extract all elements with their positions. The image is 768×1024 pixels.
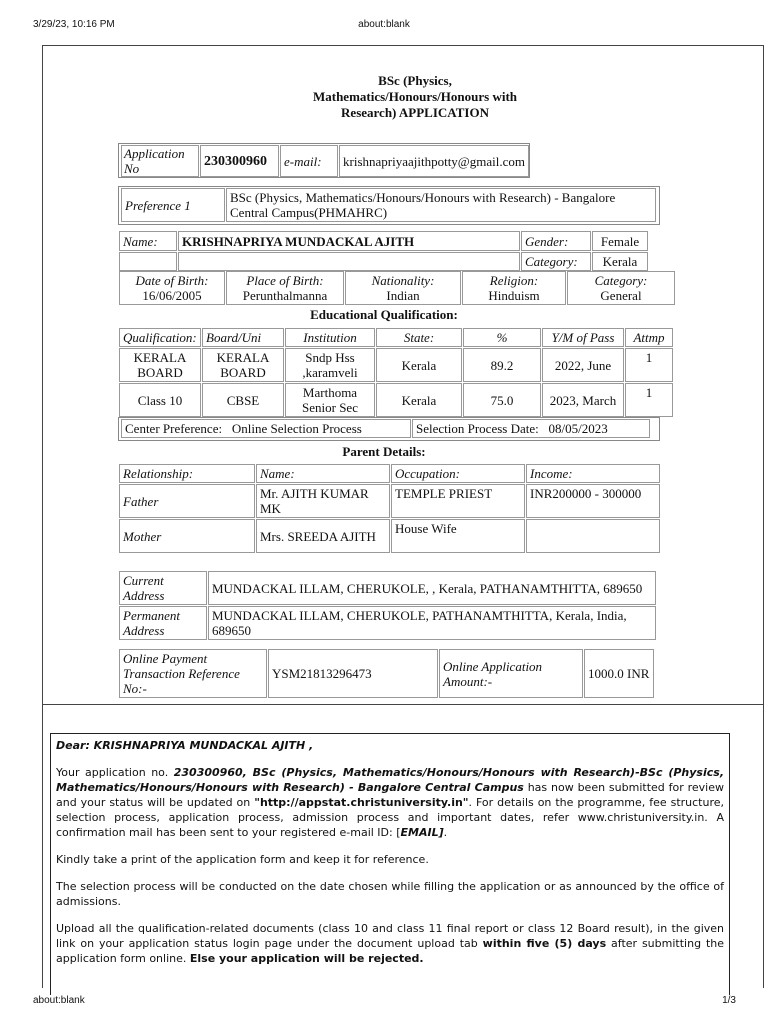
percent-cell: 75.0 xyxy=(463,383,541,417)
gender-label: Gender: xyxy=(521,231,591,251)
parent-name-cell: Mr. AJITH KUMAR MK xyxy=(256,484,390,518)
print-footer-url: about:blank xyxy=(33,995,85,1006)
board-cell: CBSE xyxy=(202,383,284,417)
letter-paragraph-3: The selection process will be conducted on the date chosen while filling the application or as announced by the office of admissions. xyxy=(56,880,724,908)
education-table xyxy=(118,327,674,418)
section-divider xyxy=(42,704,763,705)
letter-text: . xyxy=(443,826,448,839)
print-page-title: about:blank xyxy=(358,19,410,30)
permanent-address-value: MUNDACKAL ILLAM, CHERUKOLE, PATHANAMTHITTA, Kerala, India, 689650 xyxy=(208,606,656,640)
income-cell: INR200000 - 300000 xyxy=(526,484,660,518)
letter-text: after submitting the application form online. xyxy=(56,937,724,965)
parents-col-header: Name: xyxy=(256,464,390,483)
state-cell: Kerala xyxy=(376,348,462,382)
religion-cell xyxy=(462,271,566,305)
preference-table xyxy=(120,187,657,223)
education-header-row xyxy=(119,328,673,347)
personal-category-label: Category: xyxy=(594,273,648,288)
category-cell xyxy=(567,271,675,305)
parents-header-row xyxy=(119,464,660,483)
print-timestamp: 3/29/23, 10:16 PM xyxy=(33,19,115,30)
pass-cell: 2023, March xyxy=(542,383,624,417)
parents-heading: Parent Details: xyxy=(342,444,426,459)
relationship-cell: Father xyxy=(119,484,255,518)
title-line-3: Research) APPLICATION xyxy=(341,105,489,120)
dob-cell xyxy=(119,271,225,305)
nationality-label: Nationality: xyxy=(371,273,435,288)
qualification-cell: Class 10 xyxy=(119,383,201,417)
confirmation-letter xyxy=(50,733,730,995)
letter-greeting: Dear: KRISHNAPRIYA MUNDACKAL AJITH , xyxy=(56,739,314,752)
parents-col-header: Relationship: xyxy=(119,464,255,483)
application-title xyxy=(280,73,550,121)
education-col-header: Y/M of Pass xyxy=(542,328,624,347)
nationality-value: Indian xyxy=(386,288,420,303)
attempt-cell: 1 xyxy=(625,383,673,417)
gender-value: Female xyxy=(592,231,648,251)
pob-cell xyxy=(226,271,344,305)
education-col-header: Attmp xyxy=(625,328,673,347)
dob-label: Date of Birth: xyxy=(135,273,209,288)
status-link[interactable]: "http://appstat.christuniversity.in" xyxy=(254,796,469,809)
pob-value: Perunthalmanna xyxy=(242,288,328,303)
parents-col-header: Occupation: xyxy=(391,464,525,483)
letter-text: Upload all the qualification-related documents (class 10 and class 11 final report or class 12 Board result), in the given link on your application status login page under the document upload tab xyxy=(56,922,724,950)
table-row xyxy=(119,348,673,382)
attempt-cell: 1 xyxy=(625,348,673,382)
applicant-table xyxy=(118,230,649,272)
pass-cell: 2022, June xyxy=(542,348,624,382)
application-table xyxy=(120,144,530,178)
personal-table xyxy=(118,270,676,306)
letter-text: Your application no. xyxy=(56,766,174,779)
amount-value: 1000.0 INR xyxy=(584,649,654,698)
amount-label: Online Application Amount:- xyxy=(439,649,583,698)
nationality-cell xyxy=(345,271,461,305)
letter-text: . For details on the programme, fee structure, selection process, application process, admission process and important dates, refer www.christuniversity.in. A confirmation mail has been sent to your registered e-mail ID: [ xyxy=(56,796,724,839)
payment-table xyxy=(118,648,655,699)
religion-label: Religion: xyxy=(489,273,539,288)
email-placeholder: EMAIL] xyxy=(400,826,444,839)
relationship-cell: Mother xyxy=(119,519,255,553)
letter-text: has now been submitted for review and your status will be updated on xyxy=(56,781,724,809)
state-cell: Kerala xyxy=(376,383,462,417)
warning-text: Else your application will be rejected. xyxy=(189,952,424,965)
address-table xyxy=(118,570,657,641)
education-heading: Educational Qualification: xyxy=(310,307,458,322)
title-line-1: BSc (Physics, xyxy=(378,73,452,88)
education-col-header: Institution xyxy=(285,328,375,347)
category-label: Category: xyxy=(521,252,591,271)
education-col-header: % xyxy=(463,328,541,347)
print-page-count: 1/3 xyxy=(722,995,736,1006)
selection-date-label: Selection Process Date: xyxy=(416,421,539,436)
center-pref-cell xyxy=(121,419,411,438)
letter-paragraph-2: Kindly take a print of the application form and keep it for reference. xyxy=(56,853,429,866)
pob-label: Place of Birth: xyxy=(246,273,324,288)
parent-name-cell: Mrs. SREEDA AJITH xyxy=(256,519,390,553)
personal-category-value: General xyxy=(600,288,642,303)
occupation-cell: House Wife xyxy=(391,519,525,553)
center-table xyxy=(120,418,651,439)
table-row xyxy=(119,519,660,553)
table-row xyxy=(119,383,673,417)
institution-cell: Marthoma Senior Sec xyxy=(285,383,375,417)
email-value: krishnapriyaajithpotty@gmail.com xyxy=(339,145,529,177)
letter-paragraph-1 xyxy=(56,765,724,840)
program-name: 230300960, BSc (Physics, Mathematics/Honours/Honours with Research)-BSc (Physics, Mathematics/Honours/Honours with Research) - Bangalore Central Campus xyxy=(56,766,724,794)
income-cell xyxy=(526,519,660,553)
occupation-cell: TEMPLE PRIEST xyxy=(391,484,525,518)
education-col-header: Qualification: xyxy=(119,328,201,347)
category-value: Kerala xyxy=(592,252,648,271)
board-cell: KERALA BOARD xyxy=(202,348,284,382)
institution-cell: Sndp Hss ,karamveli xyxy=(285,348,375,382)
deadline-text: within five (5) days xyxy=(482,937,607,950)
selection-date-cell xyxy=(412,419,650,438)
application-no-value: 230300960 xyxy=(200,145,279,177)
preference-label: Preference 1 xyxy=(121,188,225,222)
email-label: e-mail: xyxy=(280,145,338,177)
center-pref-value: Online Selection Process xyxy=(231,421,362,436)
payment-ref-value: YSM21813296473 xyxy=(268,649,438,698)
preference-value: BSc (Physics, Mathematics/Honours/Honours with Research) - Bangalore Central Campus(PHMAHRC) xyxy=(226,188,656,222)
letter-paragraph-4 xyxy=(56,921,724,966)
name-label: Name: xyxy=(119,231,177,251)
percent-cell: 89.2 xyxy=(463,348,541,382)
religion-value: Hinduism xyxy=(488,288,540,303)
qualification-cell: KERALA BOARD xyxy=(119,348,201,382)
title-line-2: Mathematics/Honours/Honours with xyxy=(312,89,518,104)
dob-value: 16/06/2005 xyxy=(142,288,202,303)
table-row xyxy=(119,484,660,518)
education-col-header: State: xyxy=(376,328,462,347)
parents-table xyxy=(118,463,661,554)
center-pref-label: Center Preference: xyxy=(125,421,223,436)
selection-date-value: 08/05/2023 xyxy=(548,421,608,436)
application-no-label: Application No xyxy=(121,145,199,177)
education-col-header: Board/Uni xyxy=(202,328,284,347)
name-value: KRISHNAPRIYA MUNDACKAL AJITH xyxy=(178,231,520,251)
permanent-address-label: Permanent Address xyxy=(119,606,207,640)
parents-col-header: Income: xyxy=(526,464,660,483)
payment-ref-label: Online Payment Transaction Reference No:- xyxy=(119,649,267,698)
current-address-label: Current Address xyxy=(119,571,207,605)
current-address-value: MUNDACKAL ILLAM, CHERUKOLE, , Kerala, PATHANAMTHITTA, 689650 xyxy=(208,571,656,605)
